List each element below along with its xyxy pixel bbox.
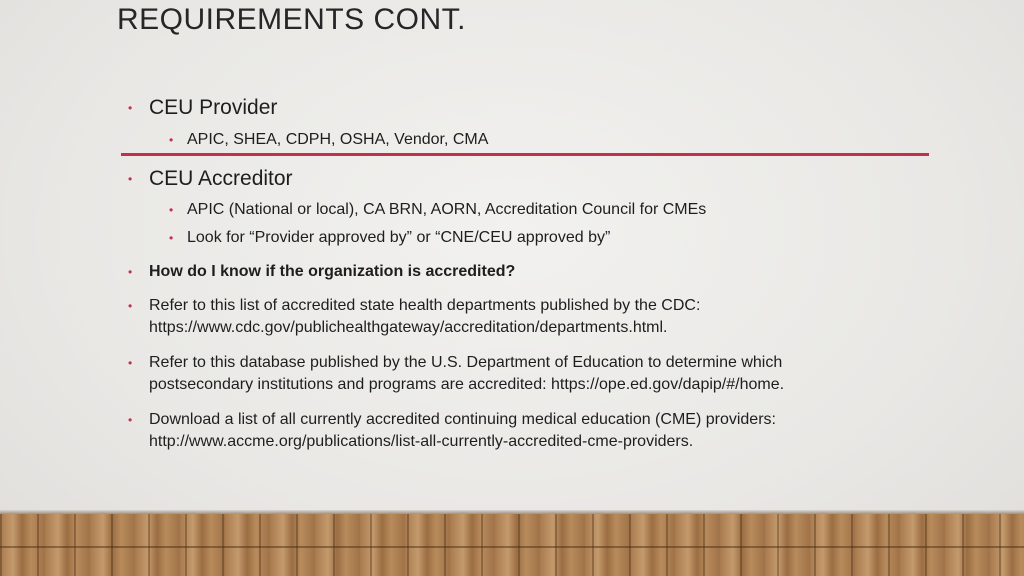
cdc-link[interactable]: https://www.cdc.gov/publichealthgateway/accreditation/departments.html. — [149, 319, 668, 336]
bullet-text: Refer to this database published by the U.S. Department of Education to determine which — [149, 354, 783, 371]
bullet-icon: • — [169, 231, 174, 245]
slide-title: REQUIREMENTS CONT. — [117, 3, 467, 36]
bullet-icon: • — [128, 172, 133, 186]
bullet-icon: • — [128, 299, 133, 313]
bullet-icon: • — [128, 356, 133, 370]
bullet-text: Download a list of all currently accredited continuing medical education (CME) providers: — [149, 411, 776, 428]
sub-bullet-provider-list — [169, 129, 488, 151]
bullet-ceu-accreditor — [128, 166, 293, 192]
divider-line — [121, 153, 929, 156]
bullet-question — [128, 261, 515, 283]
bullet-text: APIC, SHEA, CDPH, OSHA, Vendor, CMA — [187, 131, 489, 148]
sub-bullet-accreditor-list — [169, 199, 706, 221]
bullet-ceu-provider — [128, 95, 277, 121]
bullet-text: CEU Provider — [149, 96, 278, 119]
bullet-text: CEU Accreditor — [149, 167, 293, 190]
accme-link[interactable]: http://www.accme.org/publications/list-all-currently-accredited-cme-providers. — [149, 433, 694, 450]
sub-bullet-look-for — [169, 227, 610, 249]
bullet-icon: • — [128, 101, 133, 115]
bullet-text: APIC (National or local), CA BRN, AORN, Accreditation Council for CMEs — [187, 201, 707, 218]
bullet-text: Refer to this list of accredited state health departments published by the CDC: — [149, 297, 701, 314]
bullet-icon: • — [169, 133, 174, 147]
bullet-cme-download — [128, 409, 776, 453]
bullet-icon: • — [128, 413, 133, 427]
bullet-icon: • — [169, 203, 174, 217]
bullet-text: Look for “Provider approved by” or “CNE/CEU approved by” — [187, 229, 611, 246]
floor-seam — [0, 546, 1024, 548]
bullet-icon: • — [128, 265, 133, 279]
bullet-text: How do I know if the organization is accredited? — [149, 263, 516, 280]
bullet-education-database — [128, 352, 784, 396]
ope-link-text[interactable]: postsecondary institutions and programs are accredited: https://ope.ed.gov/dapip/#/home. — [149, 376, 785, 393]
wood-floor-background — [0, 514, 1024, 576]
bullet-cdc-list — [128, 295, 700, 339]
